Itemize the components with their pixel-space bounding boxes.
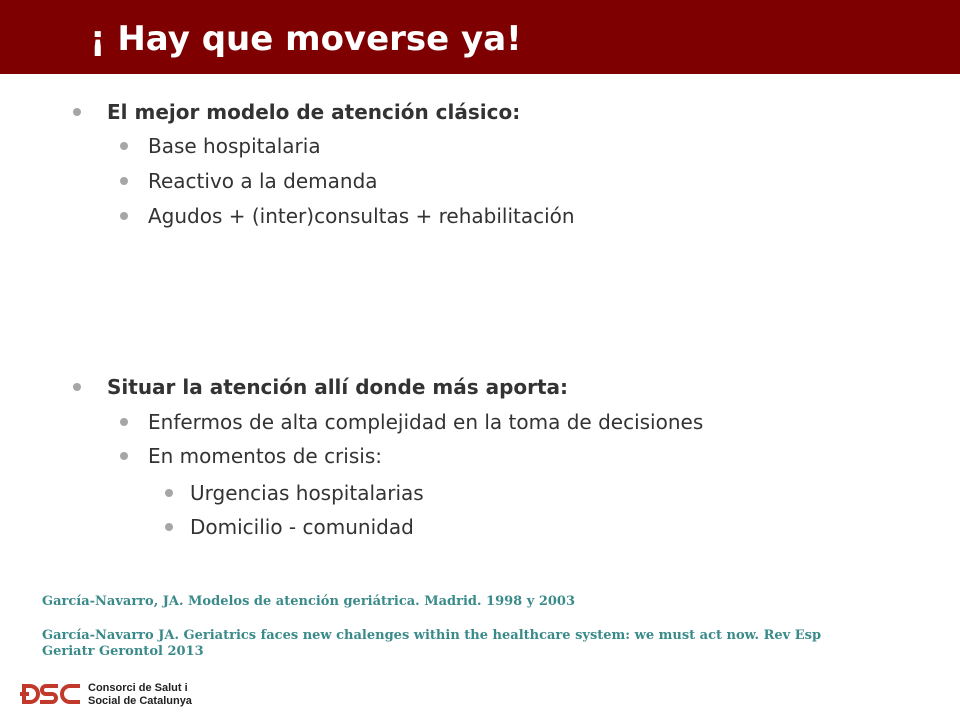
bullet-icon [73,383,81,391]
csc-logo-icon [20,682,82,706]
list-item [148,201,575,231]
bullet-icon [120,212,128,220]
list-item-text: En momentos de crisis: [148,444,382,468]
section-heading-text: Situar la atención allí donde más aporta: [107,375,569,399]
list-item [148,166,378,196]
logo-line-1: Consorci de Salut i [88,682,188,694]
bullet-icon [120,177,128,185]
section-heading-1 [107,97,520,127]
sub-list-item [190,478,424,508]
reference-1: García-Navarro, JA. Modelos de atención geriátrica. Madrid. 1998 y 2003 [42,594,576,609]
sub-list-item-text: Urgencias hospitalarias [190,481,424,505]
logo-text [88,682,192,708]
sub-list-item [190,512,414,542]
list-item [148,407,703,437]
list-item [148,131,321,161]
bullet-icon [120,142,128,150]
sub-list-item-text: Domicilio - comunidad [190,515,414,539]
reference-2: García-Navarro JA. Geriatrics faces new chalenges within the healthcare system: we must act now. Rev Esp Geriatr Gerontol 2013 [42,628,822,659]
bullet-icon [165,523,173,531]
title-bar [0,0,960,74]
bullet-icon [120,452,128,460]
bullet-icon [120,418,128,426]
logo-line-2: Social de Catalunya [88,695,192,707]
list-item-text: Enfermos de alta complejidad en la toma de decisiones [148,410,704,434]
list-item-text: Base hospitalaria [148,134,321,158]
list-item-text: Agudos + (inter)consultas + rehabilitación [148,204,575,228]
bullet-icon [165,489,173,497]
logo [20,680,220,710]
slide-title: ¡ Hay que moverse ya! [90,19,522,59]
list-item [148,441,382,471]
list-item-text: Reactivo a la demanda [148,169,378,193]
section-heading-2 [107,372,568,402]
section-heading-text: El mejor modelo de atención clásico: [107,100,521,124]
bullet-icon [73,108,81,116]
